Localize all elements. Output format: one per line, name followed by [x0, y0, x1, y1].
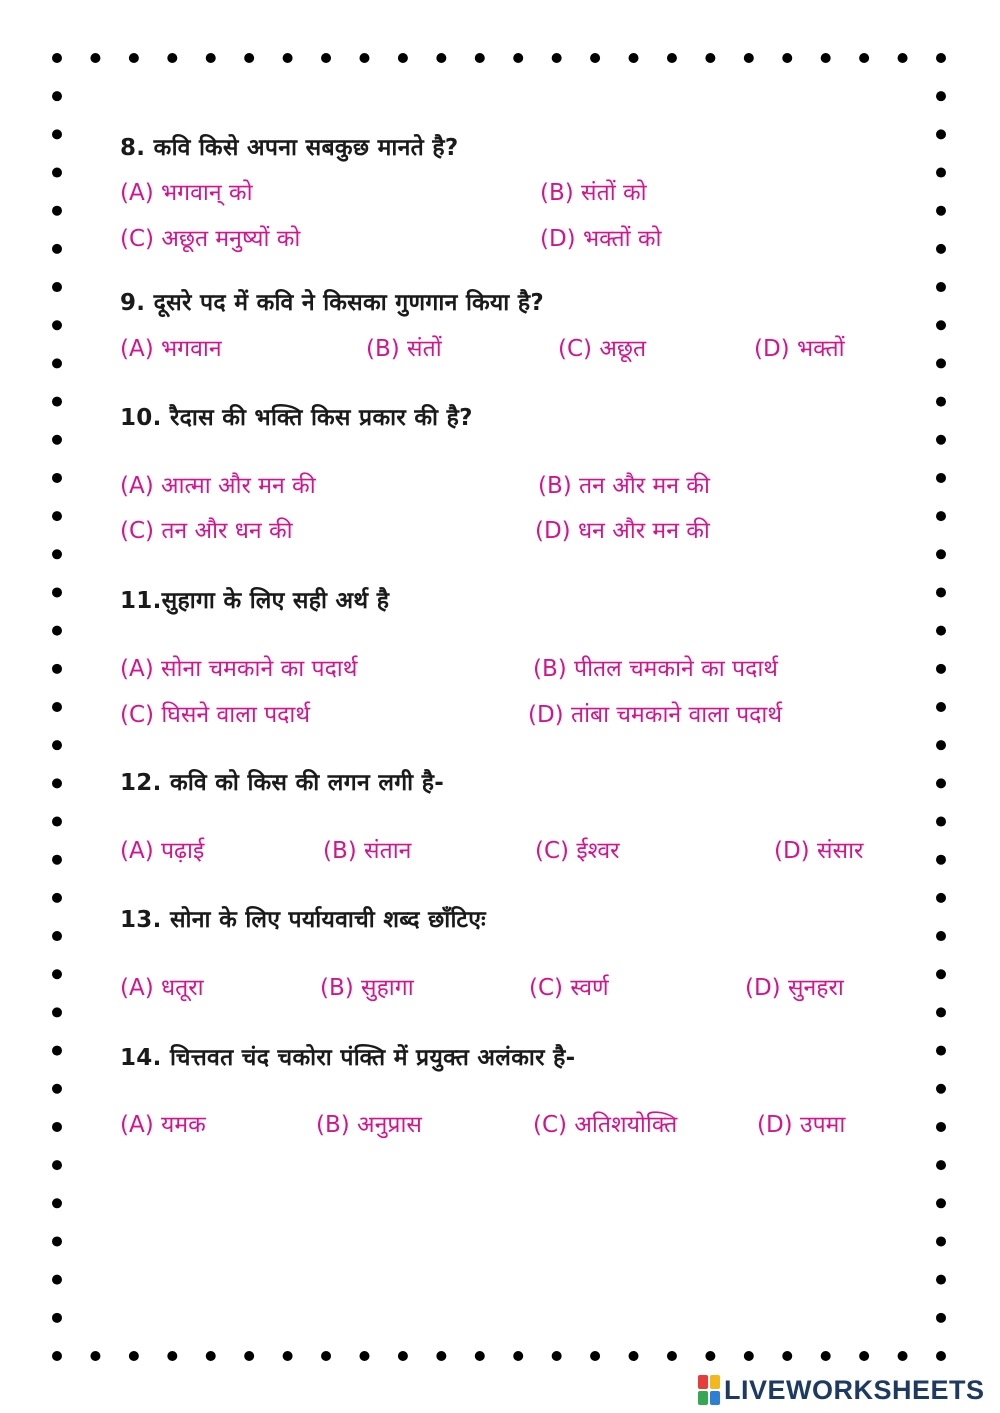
option-8a[interactable]: (A) भगवान् को: [120, 180, 253, 206]
border-dot: [629, 53, 639, 63]
border-dot: [129, 53, 139, 63]
border-dot: [936, 1198, 946, 1208]
border-dot: [936, 244, 946, 254]
question-12: 12. कवि को किस की लगन लगी है-: [120, 770, 445, 796]
border-dot: [52, 626, 62, 636]
option-11c[interactable]: (C) घिसने वाला पदार्थ: [120, 702, 311, 728]
border-dot: [936, 1007, 946, 1017]
border-dot: [52, 397, 62, 407]
border-dot: [52, 893, 62, 903]
border-dot: [936, 1084, 946, 1094]
option-8d[interactable]: (D) भक्तों को: [540, 226, 662, 252]
border-dot: [936, 778, 946, 788]
border-dot: [52, 129, 62, 139]
border-dot: [359, 53, 369, 63]
border-dot: [52, 817, 62, 827]
border-dot: [52, 91, 62, 101]
option-12d[interactable]: (D) संसार: [774, 838, 864, 864]
border-dot: [90, 53, 100, 63]
border-dot: [936, 320, 946, 330]
option-14d[interactable]: (D) उपमा: [757, 1112, 846, 1138]
border-dot: [475, 1351, 485, 1361]
border-dot: [52, 1313, 62, 1323]
border-dot: [52, 549, 62, 559]
border-dot: [936, 855, 946, 865]
border-dot: [936, 1236, 946, 1246]
brand-name: LIVEWORKSHEETS: [724, 1374, 985, 1405]
border-dot: [52, 168, 62, 178]
border-dot: [52, 702, 62, 712]
option-8b[interactable]: (B) संतों को: [540, 180, 647, 206]
border-dot: [206, 53, 216, 63]
border-dot: [52, 1122, 62, 1132]
option-12b[interactable]: (B) संतान: [323, 838, 412, 864]
border-dot: [936, 549, 946, 559]
option-10a[interactable]: (A) आत्मा और मन की: [120, 473, 316, 499]
liveworksheets-icon: [698, 1375, 720, 1405]
border-dot: [898, 53, 908, 63]
option-9c[interactable]: (C) अछूत: [558, 336, 647, 362]
border-dot: [52, 53, 62, 63]
border-dot: [52, 1351, 62, 1361]
border-dot: [859, 1351, 869, 1361]
border-dot: [129, 1351, 139, 1361]
liveworksheets-logo[interactable]: [698, 1373, 985, 1407]
border-dot: [52, 1236, 62, 1246]
option-8c[interactable]: (C) अछूत मनुष्यों को: [120, 226, 301, 252]
border-dot: [513, 53, 523, 63]
border-dot: [52, 664, 62, 674]
border-dot: [398, 1351, 408, 1361]
border-dot: [283, 53, 293, 63]
question-13: 13. सोना के लिए पर्यायवाची शब्द छाँटिएः: [120, 907, 486, 933]
border-dot: [52, 778, 62, 788]
border-dot: [936, 931, 946, 941]
option-10c[interactable]: (C) तन और धन की: [120, 518, 293, 544]
border-dot: [321, 53, 331, 63]
border-dot: [936, 168, 946, 178]
border-dot: [552, 53, 562, 63]
option-9b[interactable]: (B) संतों: [366, 336, 442, 362]
border-dot: [744, 1351, 754, 1361]
border-dot: [52, 1275, 62, 1285]
option-11b[interactable]: (B) पीतल चमकाने का पदार्थ: [533, 656, 778, 682]
border-dot: [52, 1160, 62, 1170]
border-dot: [667, 1351, 677, 1361]
border-dot: [667, 53, 677, 63]
option-14c[interactable]: (C) अतिशयोक्ति: [533, 1112, 678, 1138]
border-dot: [52, 435, 62, 445]
question-10: 10. रैदास की भक्ति किस प्रकार की है?: [120, 405, 473, 431]
border-dot: [898, 1351, 908, 1361]
border-dot: [513, 1351, 523, 1361]
border-dot: [90, 1351, 100, 1361]
option-13c[interactable]: (C) स्वर्ण: [529, 975, 609, 1001]
border-dot: [436, 53, 446, 63]
border-dot: [167, 53, 177, 63]
border-dot: [52, 511, 62, 521]
question-14: 14. चित्तवत चंद चकोरा पंक्ति में प्रयुक्त अलंकार है-: [120, 1045, 576, 1071]
option-10b[interactable]: (B) तन और मन की: [538, 473, 710, 499]
border-dot: [629, 1351, 639, 1361]
border-dot: [936, 358, 946, 368]
border-dot: [52, 1046, 62, 1056]
border-dot: [552, 1351, 562, 1361]
option-11a[interactable]: (A) सोना चमकाने का पदार्थ: [120, 656, 358, 682]
border-dot: [782, 1351, 792, 1361]
border-dot: [52, 282, 62, 292]
border-dot: [936, 435, 946, 445]
border-dot: [475, 53, 485, 63]
border-dot: [321, 1351, 331, 1361]
border-dot: [167, 1351, 177, 1361]
border-dot: [52, 358, 62, 368]
option-14a[interactable]: (A) यमक: [120, 1112, 206, 1138]
border-dot: [936, 626, 946, 636]
border-dot: [52, 587, 62, 597]
option-13b[interactable]: (B) सुहागा: [320, 975, 414, 1001]
border-dot: [936, 1160, 946, 1170]
border-dot: [936, 664, 946, 674]
option-14b[interactable]: (B) अनुप्रास: [316, 1112, 422, 1138]
border-dot: [821, 1351, 831, 1361]
border-dot: [436, 1351, 446, 1361]
border-dot: [859, 53, 869, 63]
border-dot: [283, 1351, 293, 1361]
border-dot: [52, 473, 62, 483]
border-dot: [936, 587, 946, 597]
border-dot: [359, 1351, 369, 1361]
border-dot: [936, 1046, 946, 1056]
border-dot: [782, 53, 792, 63]
option-9a[interactable]: (A) भगवान: [120, 336, 222, 362]
border-dot: [705, 1351, 715, 1361]
border-dot: [52, 244, 62, 254]
option-12c[interactable]: (C) ईश्वर: [535, 838, 620, 864]
option-9d[interactable]: (D) भक्तों: [754, 336, 845, 362]
option-12a[interactable]: (A) पढ़ाई: [120, 838, 205, 864]
border-dot: [936, 740, 946, 750]
border-dot: [398, 53, 408, 63]
border-dot: [52, 969, 62, 979]
option-13d[interactable]: (D) सुनहरा: [745, 975, 844, 1001]
border-dot: [52, 206, 62, 216]
border-dot: [821, 53, 831, 63]
option-10d[interactable]: (D) धन और मन की: [535, 518, 710, 544]
question-11: 11.सुहागा के लिए सही अर्थ है: [120, 588, 390, 614]
border-dot: [52, 855, 62, 865]
border-dot: [936, 817, 946, 827]
border-dot: [936, 1351, 946, 1361]
border-dot: [936, 893, 946, 903]
border-dot: [936, 473, 946, 483]
border-dot: [936, 702, 946, 712]
border-dot: [590, 53, 600, 63]
border-dot: [936, 397, 946, 407]
border-dot: [936, 91, 946, 101]
border-dot: [936, 1122, 946, 1132]
border-dot: [52, 1007, 62, 1017]
border-dot: [936, 129, 946, 139]
border-dot: [705, 53, 715, 63]
border-dot: [206, 1351, 216, 1361]
question-9: 9. दूसरे पद में कवि ने किसका गुणगान किया है?: [120, 290, 544, 316]
border-dot: [52, 1084, 62, 1094]
question-8: 8. कवि किसे अपना सबकुछ मानते है?: [120, 135, 459, 161]
border-dot: [52, 931, 62, 941]
border-dot: [936, 206, 946, 216]
border-dot: [52, 1198, 62, 1208]
border-dot: [936, 282, 946, 292]
border-dot: [52, 320, 62, 330]
border-dot: [52, 740, 62, 750]
border-dot: [936, 511, 946, 521]
border-dot: [936, 969, 946, 979]
border-dot: [244, 1351, 254, 1361]
option-13a[interactable]: (A) धतूरा: [120, 975, 204, 1001]
border-dot: [936, 1275, 946, 1285]
border-dot: [936, 53, 946, 63]
border-dot: [744, 53, 754, 63]
border-dot: [590, 1351, 600, 1361]
border-dot: [936, 1313, 946, 1323]
option-11d[interactable]: (D) तांबा चमकाने वाला पदार्थ: [528, 702, 783, 728]
border-dot: [244, 53, 254, 63]
